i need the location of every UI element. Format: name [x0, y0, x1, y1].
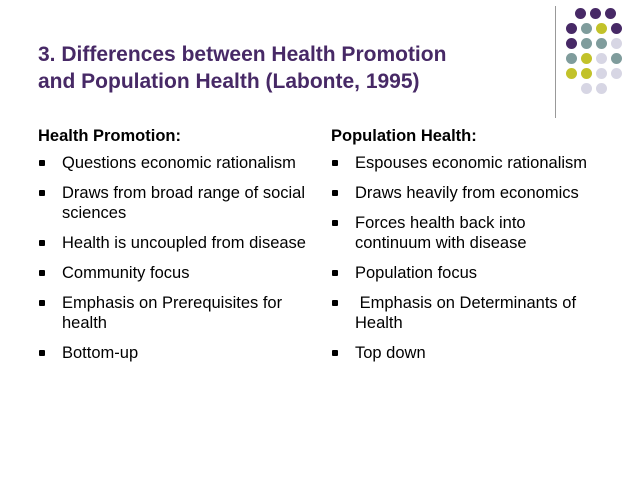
square-bullet-icon — [39, 270, 45, 276]
list-item-text: Emphasis on Prerequisites for health — [62, 294, 283, 332]
decor-dot — [611, 68, 622, 79]
decor-dot — [605, 8, 616, 19]
decor-dot — [581, 53, 592, 64]
decor-dot — [581, 83, 592, 94]
list-item — [331, 213, 601, 253]
decor-dot — [566, 23, 577, 34]
square-bullet-icon — [332, 350, 338, 356]
square-bullet-icon — [39, 160, 45, 166]
square-bullet-icon — [39, 350, 45, 356]
list-item-text: Draws heavily from economics — [355, 184, 579, 202]
list-item-text: Draws from broad range of social sciences — [62, 184, 306, 222]
slide-title-line-2: and Population Health (Labonte, 1995) — [38, 70, 420, 93]
health-promotion-list — [38, 153, 308, 363]
decor-dot — [611, 53, 622, 64]
decor-dot — [611, 38, 622, 49]
square-bullet-icon — [332, 160, 338, 166]
list-item-text: Health is uncoupled from disease — [62, 234, 306, 252]
list-item — [331, 293, 601, 333]
decor-dot — [581, 23, 592, 34]
list-item — [38, 263, 308, 283]
list-item-text: Bottom-up — [62, 344, 139, 362]
list-item-text: Espouses economic rationalism — [355, 154, 588, 172]
decor-dot — [596, 68, 607, 79]
square-bullet-icon — [39, 240, 45, 246]
square-bullet-icon — [332, 300, 338, 306]
decor-dot — [596, 23, 607, 34]
list-item — [38, 183, 308, 223]
decor-dot — [575, 8, 586, 19]
list-item-text: Questions economic rationalism — [62, 154, 296, 172]
decorative-dot-grid — [566, 8, 638, 88]
list-item — [38, 343, 308, 363]
decor-dot — [581, 68, 592, 79]
population-health-heading: Population Health: — [331, 127, 477, 145]
square-bullet-icon — [332, 270, 338, 276]
population-health-list — [331, 153, 601, 363]
decor-dot — [611, 23, 622, 34]
list-item — [331, 153, 601, 173]
decor-dot — [596, 83, 607, 94]
list-item-text: Population focus — [355, 264, 478, 282]
decor-dot — [566, 68, 577, 79]
list-item — [38, 153, 308, 173]
health-promotion-heading: Health Promotion: — [38, 127, 181, 145]
health-promotion-column — [38, 125, 308, 373]
list-item-text: Emphasis on Determinants of Health — [355, 294, 581, 332]
list-item — [331, 343, 601, 363]
list-item-text: Top down — [355, 344, 426, 362]
list-item — [38, 293, 308, 333]
slide-title-line-1: 3. Differences between Health Promotion — [38, 43, 447, 66]
decor-dot — [566, 38, 577, 49]
population-health-column — [331, 125, 601, 373]
list-item — [38, 233, 308, 253]
square-bullet-icon — [332, 190, 338, 196]
square-bullet-icon — [39, 300, 45, 306]
decorative-divider-line — [555, 6, 556, 118]
square-bullet-icon — [39, 190, 45, 196]
decor-dot — [581, 38, 592, 49]
list-item-text: Community focus — [62, 264, 190, 282]
list-item — [331, 183, 601, 203]
list-item — [331, 263, 601, 283]
slide-title — [38, 41, 548, 95]
decor-dot — [596, 53, 607, 64]
list-item-text: Forces health back into continuum with disease — [355, 214, 527, 252]
decor-dot — [596, 38, 607, 49]
decor-dot — [590, 8, 601, 19]
square-bullet-icon — [332, 220, 338, 226]
decor-dot — [566, 53, 577, 64]
